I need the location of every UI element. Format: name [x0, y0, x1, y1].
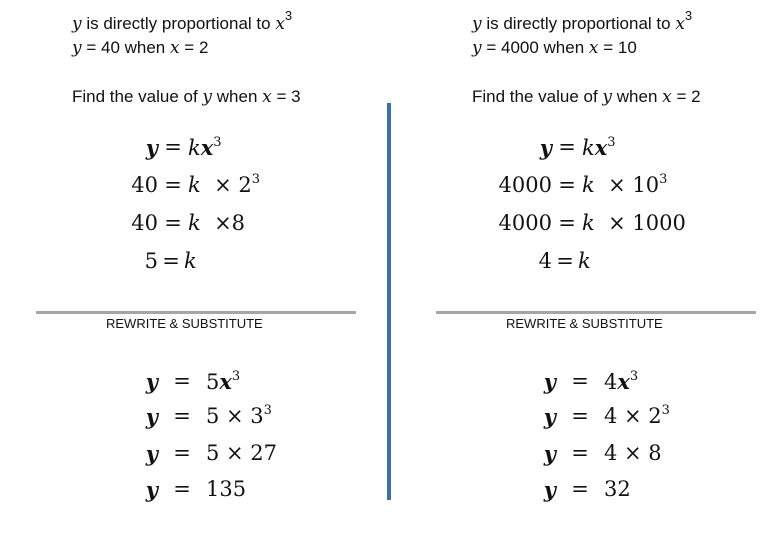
right-problem-line-3: Find the value of y when x = 2	[472, 87, 701, 107]
left-solution-row-1: y = $5x^3$	[145, 369, 241, 394]
equals-sign: =	[558, 135, 576, 159]
right-solution-row-2: y = $4 \times 2^3$	[543, 403, 670, 429]
equals-sign: =	[571, 369, 589, 393]
right-working-row-4: 4 = k	[538, 249, 591, 273]
left-problem-text-1: is directly proportional to	[81, 14, 276, 33]
equals-sign: =	[164, 173, 182, 197]
right-problem	[472, 8, 701, 109]
right-solution-row-1: y = $4x^3$	[543, 369, 639, 394]
right-solution-row-3: y = 4 × 8	[543, 441, 662, 466]
left-solution-row-3: y = 5 × 27	[145, 441, 278, 466]
equals-sign: =	[558, 173, 576, 197]
right-caption: REWRITE & SUBSTITUTE	[506, 316, 663, 331]
left-working-row-4: 5 = k	[144, 249, 197, 273]
right-working-row-3: 4000 = k × 1000	[498, 211, 686, 235]
left-working-row-3: 40 = k ×8	[131, 211, 246, 235]
equals-sign: =	[556, 249, 574, 273]
left-problem	[72, 8, 301, 109]
center-divider	[387, 103, 391, 500]
equals-sign: =	[162, 249, 180, 273]
equals-sign: =	[173, 369, 191, 393]
left-caption: REWRITE & SUBSTITUTE	[106, 316, 263, 331]
right-section-divider	[436, 311, 756, 314]
right-problem-line-1: y is directly proportional to $x^3$	[472, 8, 693, 34]
right-working-row-1: y = $kx^3$	[539, 135, 616, 160]
equals-sign: =	[571, 404, 589, 428]
left-working-row-2: 40 = $k \times 2^3$	[131, 172, 260, 197]
equals-sign: =	[164, 211, 182, 235]
left-solution-row-4: y = 135	[145, 477, 247, 502]
right-solution-row-4: y = 32	[543, 477, 631, 502]
equals-sign: =	[164, 135, 182, 159]
equals-sign: =	[173, 477, 191, 501]
equals-sign: =	[173, 441, 191, 465]
right-problem-line-2: y = 4000 when x = 10	[472, 38, 637, 58]
left-working-row-1: y = $kx^3$	[145, 135, 222, 160]
equals-sign: =	[571, 477, 589, 501]
left-problem-line-2: y = 40 when x = 2	[72, 38, 209, 58]
equals-sign: =	[571, 441, 589, 465]
equals-sign: =	[173, 404, 191, 428]
right-working-row-2: 4000 = $k \times 10^3$	[498, 172, 668, 197]
left-problem-line-1: y is directly proportional to $x^3$	[72, 8, 293, 34]
left-section-divider	[36, 311, 356, 314]
left-problem-line-3: Find the value of y when x = 3	[72, 87, 301, 107]
left-solution-row-2: y = $5 \times 3^3$	[145, 403, 272, 429]
equals-sign: =	[558, 211, 576, 235]
